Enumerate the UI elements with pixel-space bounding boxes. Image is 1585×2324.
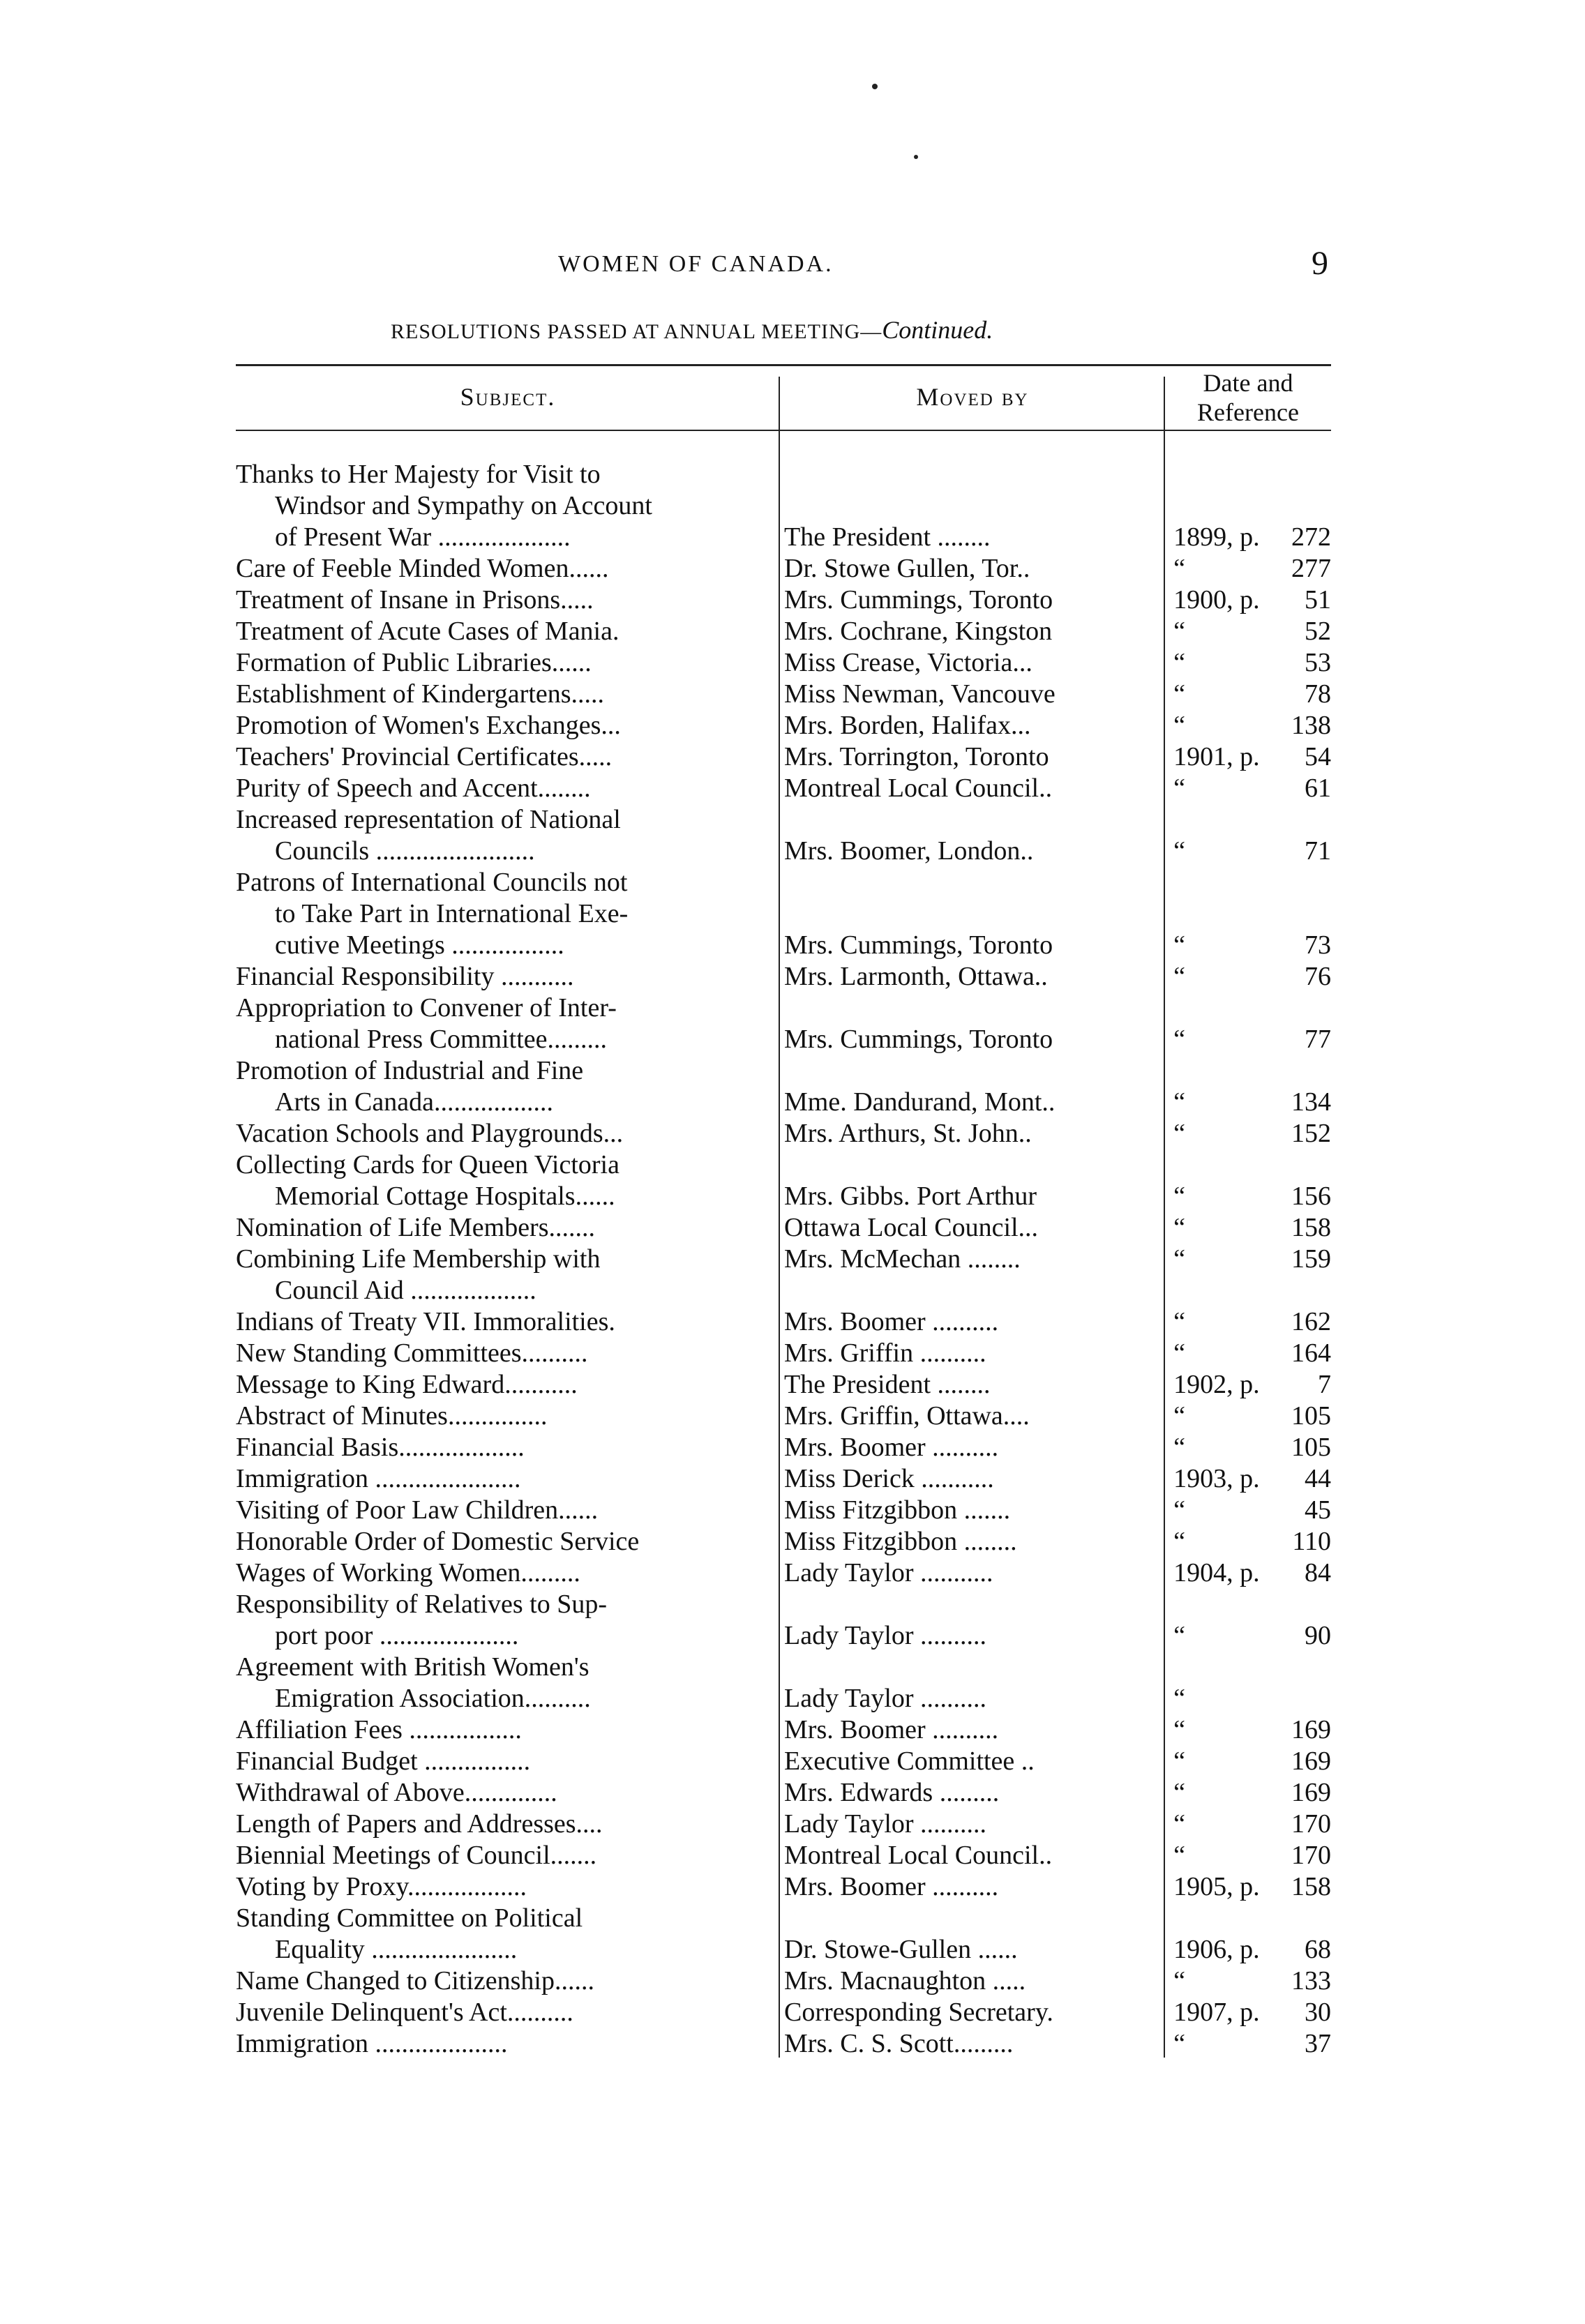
subject-cell: Increased representation of National	[236, 805, 621, 834]
table-row	[236, 1149, 1331, 1181]
subject-cell: Immigration ......................	[236, 1464, 521, 1493]
table-row	[236, 647, 1331, 679]
moved-by-cell: Ottawa Local Council...	[784, 1213, 1039, 1242]
reference-cell	[1164, 1149, 1331, 1181]
table-row	[236, 1840, 1331, 1871]
reference-cell	[1164, 1181, 1331, 1212]
reference-cell	[1164, 1118, 1331, 1149]
moved-by-cell: Miss Fitzgibbon .......	[784, 1495, 1011, 1525]
reference-cell	[1164, 741, 1331, 773]
reference-cell	[1164, 1495, 1331, 1526]
reference-cell	[1164, 773, 1331, 804]
reference-date: “	[1173, 1025, 1186, 1054]
moved-by-cell	[784, 1275, 1164, 1306]
subject-cell: Appropriation to Convener of Inter-	[236, 993, 617, 1023]
page-number: 9	[1312, 245, 1328, 282]
table-row	[236, 1965, 1331, 1997]
reference-page: 170	[1291, 1841, 1331, 1870]
reference-cell	[1164, 1840, 1331, 1871]
reference-cell	[1164, 930, 1331, 961]
reference-date: 1906, p.	[1173, 1935, 1260, 1964]
reference-cell	[1164, 1275, 1331, 1306]
moved-by-cell: Mrs. Cummings, Toronto	[784, 1025, 1053, 1054]
reference-date: 1905, p.	[1173, 1872, 1260, 1901]
table-row	[236, 1809, 1331, 1840]
reference-date: 1900, p.	[1173, 585, 1260, 614]
reference-cell	[1164, 1557, 1331, 1589]
moved-by-cell: Mrs. Macnaughton .....	[784, 1966, 1026, 1995]
reference-cell	[1164, 1244, 1331, 1275]
table-row	[236, 867, 1331, 898]
reference-cell	[1164, 1746, 1331, 1777]
reference-page: 68	[1305, 1935, 1331, 1964]
subject-cell: Windsor and Sympathy on Account	[275, 491, 652, 520]
moved-by-cell	[784, 898, 1164, 930]
subject-cell: Standing Committee on Political	[236, 1903, 583, 1933]
reference-date: “	[1173, 617, 1186, 646]
subject-cell: Voting by Proxy..................	[236, 1872, 527, 1901]
subject-cell: Care of Feeble Minded Women......	[236, 554, 609, 583]
reference-date: “	[1173, 1841, 1186, 1870]
reference-cell	[1164, 1369, 1331, 1401]
subject-cell: Message to King Edward...........	[236, 1370, 578, 1399]
subject-cell: Collecting Cards for Queen Victoria	[236, 1150, 619, 1179]
table-row	[236, 1652, 1331, 1683]
table-row	[236, 1526, 1331, 1557]
reference-page: 71	[1305, 836, 1331, 866]
reference-cell	[1164, 1087, 1331, 1118]
reference-page: 134	[1291, 1087, 1331, 1117]
moved-by-cell: Miss Newman, Vancouve	[784, 679, 1056, 709]
moved-by-cell	[784, 490, 1164, 522]
table-row	[236, 898, 1331, 930]
reference-date: “	[1173, 774, 1186, 803]
subject-cell: cutive Meetings .................	[275, 930, 564, 960]
header-bottom-rule-moved	[780, 430, 1165, 431]
moved-by-cell: Miss Crease, Victoria...	[784, 648, 1032, 677]
subject-cell: Financial Responsibility ...........	[236, 962, 574, 991]
table-row	[236, 1934, 1331, 1965]
subject-cell: Purity of Speech and Accent........	[236, 774, 591, 803]
reference-page: 73	[1305, 930, 1331, 960]
moved-by-cell: Mrs. Cummings, Toronto	[784, 585, 1053, 614]
moved-by-cell: Dr. Stowe-Gullen ......	[784, 1935, 1018, 1964]
reference-page: 61	[1305, 774, 1331, 803]
reference-cell	[1164, 1683, 1331, 1714]
moved-by-cell: Mrs. Borden, Halifax...	[784, 711, 1031, 740]
reference-cell	[1164, 961, 1331, 993]
subject-cell: Abstract of Minutes...............	[236, 1401, 548, 1431]
subject-cell: Treatment of Insane in Prisons.....	[236, 585, 594, 614]
subject-cell: Vacation Schools and Playgrounds...	[236, 1119, 624, 1148]
reference-page: 170	[1291, 1809, 1331, 1839]
subject-cell: Treatment of Acute Cases of Mania.	[236, 617, 619, 646]
reference-cell	[1164, 647, 1331, 679]
moved-by-cell: Lady Taylor ..........	[784, 1809, 987, 1839]
section-subtitle-text: RESOLUTIONS PASSED AT ANNUAL MEETING—	[391, 320, 882, 343]
moved-by-cell: Mrs. Griffin ..........	[784, 1338, 986, 1368]
reference-cell	[1164, 459, 1331, 490]
reference-date: 1904, p.	[1173, 1558, 1260, 1587]
table-row	[236, 1746, 1331, 1777]
reference-page: 105	[1291, 1401, 1331, 1431]
table-row	[236, 993, 1331, 1024]
reference-cell	[1164, 1055, 1331, 1087]
moved-by-cell: Montreal Local Council..	[784, 1841, 1053, 1870]
reference-date: “	[1173, 1087, 1186, 1117]
reference-cell	[1164, 1809, 1331, 1840]
reference-date: “	[1173, 1684, 1186, 1713]
reference-page: 37	[1305, 2029, 1331, 2058]
reference-page: 105	[1291, 1433, 1331, 1462]
reference-page: 54	[1305, 742, 1331, 771]
subject-cell: Length of Papers and Addresses....	[236, 1809, 603, 1839]
reference-cell	[1164, 1212, 1331, 1244]
subject-cell: to Take Part in International Exe-	[275, 899, 629, 928]
moved-by-cell: Lady Taylor ..........	[784, 1684, 987, 1713]
table-row	[236, 961, 1331, 993]
moved-by-cell	[784, 1055, 1164, 1087]
reference-date: “	[1173, 554, 1186, 583]
subject-cell: New Standing Committees..........	[236, 1338, 588, 1368]
reference-page: 133	[1291, 1966, 1331, 1995]
subject-cell: of Present War ....................	[275, 522, 571, 552]
moved-by-cell: Mrs. Boomer ..........	[784, 1715, 999, 1744]
moved-by-cell: Mrs. C. S. Scott.........	[784, 2029, 1014, 2058]
table-row	[236, 2028, 1331, 2060]
reference-page: 169	[1291, 1746, 1331, 1776]
moved-by-cell: Montreal Local Council..	[784, 774, 1053, 803]
reference-date: “	[1173, 836, 1186, 866]
table-row	[236, 1432, 1331, 1463]
table-row	[236, 1589, 1331, 1620]
table-row	[236, 1212, 1331, 1244]
table-row	[236, 1024, 1331, 1055]
reference-date: 1899, p.	[1173, 522, 1260, 552]
reference-page: 51	[1305, 585, 1331, 614]
resolutions-table	[236, 459, 1331, 2060]
moved-by-cell: Mrs. Larmonth, Ottawa..	[784, 962, 1048, 991]
subject-cell: Immigration ....................	[236, 2029, 508, 2058]
moved-by-cell: The President ........	[784, 522, 991, 552]
reference-cell	[1164, 898, 1331, 930]
moved-by-cell: Mrs. Boomer ..........	[784, 1872, 999, 1901]
moved-by-cell: Miss Fitzgibbon ........	[784, 1527, 1017, 1556]
reference-date: “	[1173, 648, 1186, 677]
reference-page: 76	[1305, 962, 1331, 991]
table-row	[236, 490, 1331, 522]
subject-cell: Nomination of Life Members.......	[236, 1213, 596, 1242]
reference-date: “	[1173, 1182, 1186, 1211]
moved-by-cell: Mrs. Boomer ..........	[784, 1307, 999, 1336]
reference-cell	[1164, 1526, 1331, 1557]
reference-cell	[1164, 1432, 1331, 1463]
reference-cell	[1164, 522, 1331, 553]
table-row	[236, 930, 1331, 961]
reference-date: “	[1173, 1527, 1186, 1556]
reference-cell	[1164, 1652, 1331, 1683]
table-row	[236, 710, 1331, 741]
reference-cell	[1164, 804, 1331, 836]
moved-by-cell: Executive Committee ..	[784, 1746, 1035, 1776]
resolutions-table-body	[236, 459, 1331, 2060]
table-row	[236, 1997, 1331, 2028]
reference-cell	[1164, 1997, 1331, 2028]
running-title: WOMEN OF CANADA.	[558, 251, 834, 277]
table-row	[236, 1714, 1331, 1746]
reference-page: 78	[1305, 679, 1331, 709]
reference-date: 1902, p.	[1173, 1370, 1260, 1399]
moved-by-cell	[784, 993, 1164, 1024]
reference-page: 158	[1291, 1213, 1331, 1242]
moved-by-cell: Lady Taylor ...........	[784, 1558, 993, 1587]
moved-by-cell: Mrs. Arthurs, St. John..	[784, 1119, 1032, 1148]
reference-cell	[1164, 490, 1331, 522]
table-row	[236, 616, 1331, 647]
table-row	[236, 459, 1331, 490]
reference-date: “	[1173, 1244, 1186, 1274]
reference-cell	[1164, 1871, 1331, 1903]
page-speck	[872, 84, 878, 89]
header-bottom-rule-subject	[236, 430, 780, 431]
reference-page: 7	[1318, 1370, 1331, 1399]
reference-date: “	[1173, 2029, 1186, 2058]
reference-page: 152	[1291, 1119, 1331, 1148]
reference-date: “	[1173, 679, 1186, 709]
reference-page: 90	[1305, 1621, 1331, 1650]
column-header-reference-line1: Date and	[1203, 369, 1293, 397]
moved-by-cell: Mrs. Edwards .........	[784, 1778, 1000, 1807]
subject-cell: Responsibility of Relatives to Sup-	[236, 1590, 607, 1619]
moved-by-cell: Mrs. Boomer ..........	[784, 1433, 999, 1462]
reference-date: “	[1173, 1809, 1186, 1839]
reference-page: 158	[1291, 1872, 1331, 1901]
reference-page: 45	[1305, 1495, 1331, 1525]
table-row	[236, 1181, 1331, 1212]
subject-cell: Wages of Working Women.........	[236, 1558, 580, 1587]
subject-cell: Emigration Association..........	[275, 1684, 591, 1713]
reference-cell	[1164, 1903, 1331, 1934]
table-row	[236, 1306, 1331, 1338]
table-row	[236, 1338, 1331, 1369]
moved-by-cell: Dr. Stowe Gullen, Tor..	[784, 554, 1030, 583]
reference-date: “	[1173, 1433, 1186, 1462]
column-header-reference	[1165, 368, 1331, 427]
subject-cell: Agreement with British Women's	[236, 1652, 589, 1682]
reference-page: 156	[1291, 1182, 1331, 1211]
reference-date: “	[1173, 1778, 1186, 1807]
reference-date: “	[1173, 1307, 1186, 1336]
moved-by-cell	[784, 1903, 1164, 1934]
reference-cell	[1164, 1463, 1331, 1495]
section-subtitle	[391, 315, 993, 345]
table-row	[236, 1275, 1331, 1306]
reference-cell	[1164, 679, 1331, 710]
table-row	[236, 1903, 1331, 1934]
reference-cell	[1164, 1589, 1331, 1620]
moved-by-cell	[784, 1589, 1164, 1620]
reference-page: 44	[1305, 1464, 1331, 1493]
subject-cell: Establishment of Kindergartens.....	[236, 679, 605, 709]
reference-date: “	[1173, 1746, 1186, 1776]
reference-page: 52	[1305, 617, 1331, 646]
reference-cell	[1164, 993, 1331, 1024]
table-row	[236, 1118, 1331, 1149]
table-row	[236, 1087, 1331, 1118]
table-row	[236, 1495, 1331, 1526]
table-row	[236, 1369, 1331, 1401]
subject-cell: Name Changed to Citizenship......	[236, 1966, 594, 1995]
subject-cell: Indians of Treaty VII. Immoralities.	[236, 1307, 615, 1336]
moved-by-cell: Mrs. Boomer, London..	[784, 836, 1034, 866]
moved-by-cell: Mrs. Cummings, Toronto	[784, 930, 1053, 960]
subject-cell: Honorable Order of Domestic Service	[236, 1527, 640, 1556]
reference-cell	[1164, 836, 1331, 867]
reference-page: 162	[1291, 1307, 1331, 1336]
moved-by-cell	[784, 459, 1164, 490]
reference-page: 138	[1291, 711, 1331, 740]
table-row	[236, 1557, 1331, 1589]
moved-by-cell: Lady Taylor ..........	[784, 1621, 987, 1650]
reference-date: 1903, p.	[1173, 1464, 1260, 1493]
reference-cell	[1164, 1714, 1331, 1746]
moved-by-cell	[784, 867, 1164, 898]
subject-cell: Promotion of Women's Exchanges...	[236, 711, 621, 740]
moved-by-cell: Mrs. Cochrane, Kingston	[784, 617, 1053, 646]
moved-by-cell	[784, 804, 1164, 836]
table-row	[236, 1463, 1331, 1495]
reference-date: “	[1173, 930, 1186, 960]
reference-page: 164	[1291, 1338, 1331, 1368]
subject-cell: port poor .....................	[275, 1621, 519, 1650]
column-header-subject: Subject.	[460, 383, 556, 411]
reference-cell	[1164, 616, 1331, 647]
table-row	[236, 522, 1331, 553]
subject-cell: Promotion of Industrial and Fine	[236, 1056, 584, 1085]
table-row	[236, 1401, 1331, 1432]
moved-by-cell: Corresponding Secretary.	[784, 1998, 1053, 2027]
subject-cell: national Press Committee.........	[275, 1025, 608, 1054]
table-row	[236, 836, 1331, 867]
subject-cell: Equality ......................	[275, 1935, 518, 1964]
reference-date: “	[1173, 1119, 1186, 1148]
reference-cell	[1164, 1401, 1331, 1432]
table-row	[236, 741, 1331, 773]
column-header-moved-by: Moved by	[916, 383, 1029, 411]
table-row	[236, 1055, 1331, 1087]
reference-page: 169	[1291, 1715, 1331, 1744]
subject-cell: Memorial Cottage Hospitals......	[275, 1182, 615, 1211]
reference-date: “	[1173, 1213, 1186, 1242]
moved-by-cell	[784, 1652, 1164, 1683]
reference-date: “	[1173, 1338, 1186, 1368]
subject-cell: Council Aid ...................	[275, 1276, 536, 1305]
reference-date: “	[1173, 1401, 1186, 1431]
reference-page: 159	[1291, 1244, 1331, 1274]
reference-cell	[1164, 2028, 1331, 2060]
table-row	[236, 1244, 1331, 1275]
subject-cell: Withdrawal of Above..............	[236, 1778, 557, 1807]
reference-cell	[1164, 1338, 1331, 1369]
reference-date: “	[1173, 1715, 1186, 1744]
reference-page: 272	[1291, 522, 1331, 552]
reference-page: 53	[1305, 648, 1331, 677]
column-header-reference-line2: Reference	[1197, 398, 1299, 426]
subject-cell: Councils ........................	[275, 836, 535, 866]
reference-date: “	[1173, 1495, 1186, 1525]
moved-by-cell: Mrs. Gibbs. Port Arthur	[784, 1182, 1037, 1211]
moved-by-cell: Mme. Dandurand, Mont..	[784, 1087, 1056, 1117]
table-row	[236, 553, 1331, 584]
reference-cell	[1164, 1934, 1331, 1965]
reference-date: 1907, p.	[1173, 1998, 1260, 2027]
reference-cell	[1164, 1965, 1331, 1997]
moved-by-cell: Miss Derick ...........	[784, 1464, 994, 1493]
subject-cell: Arts in Canada..................	[275, 1087, 553, 1117]
subject-cell: Formation of Public Libraries......	[236, 648, 592, 677]
reference-page: 84	[1305, 1558, 1331, 1587]
moved-by-cell: Mrs. Torrington, Toronto	[784, 742, 1049, 771]
moved-by-cell: The President ........	[784, 1370, 991, 1399]
reference-page: 169	[1291, 1778, 1331, 1807]
subject-cell: Teachers' Provincial Certificates.....	[236, 742, 613, 771]
page-speck	[914, 155, 918, 159]
subject-cell: Thanks to Her Majesty for Visit to	[236, 460, 601, 489]
table-row	[236, 584, 1331, 616]
reference-cell	[1164, 1306, 1331, 1338]
reference-date: “	[1173, 711, 1186, 740]
subject-cell: Combining Life Membership with	[236, 1244, 601, 1274]
reference-cell	[1164, 584, 1331, 616]
subject-cell: Financial Budget ................	[236, 1746, 531, 1776]
reference-page: 277	[1291, 554, 1331, 583]
reference-cell	[1164, 1777, 1331, 1809]
subject-cell: Juvenile Delinquent's Act..........	[236, 1998, 573, 2027]
subject-cell: Biennial Meetings of Council.......	[236, 1841, 597, 1870]
reference-page: 110	[1292, 1527, 1331, 1556]
subject-cell: Patrons of International Councils not	[236, 868, 628, 897]
subject-cell: Financial Basis...................	[236, 1433, 525, 1462]
reference-page: 77	[1305, 1025, 1331, 1054]
reference-date: “	[1173, 1966, 1186, 1995]
moved-by-cell: Mrs. McMechan ........	[784, 1244, 1021, 1274]
moved-by-cell: Mrs. Griffin, Ottawa....	[784, 1401, 1030, 1431]
table-row	[236, 1683, 1331, 1714]
reference-cell	[1164, 710, 1331, 741]
reference-date: “	[1173, 1621, 1186, 1650]
reference-date: 1901, p.	[1173, 742, 1260, 771]
header-bottom-rule-reference	[1165, 430, 1331, 431]
section-subtitle-continued: Continued.	[882, 316, 993, 344]
table-row	[236, 804, 1331, 836]
table-row	[236, 1777, 1331, 1809]
table-row	[236, 1871, 1331, 1903]
moved-by-cell	[784, 1149, 1164, 1181]
table-row	[236, 679, 1331, 710]
reference-page: 30	[1305, 1998, 1331, 2027]
reference-cell	[1164, 553, 1331, 584]
subject-cell: Visiting of Poor Law Children......	[236, 1495, 599, 1525]
table-row	[236, 773, 1331, 804]
reference-date: “	[1173, 962, 1186, 991]
reference-cell	[1164, 1024, 1331, 1055]
reference-cell	[1164, 1620, 1331, 1652]
subject-cell: Affiliation Fees .................	[236, 1715, 522, 1744]
table-row	[236, 1620, 1331, 1652]
table-top-rule	[236, 364, 1331, 366]
reference-cell	[1164, 867, 1331, 898]
